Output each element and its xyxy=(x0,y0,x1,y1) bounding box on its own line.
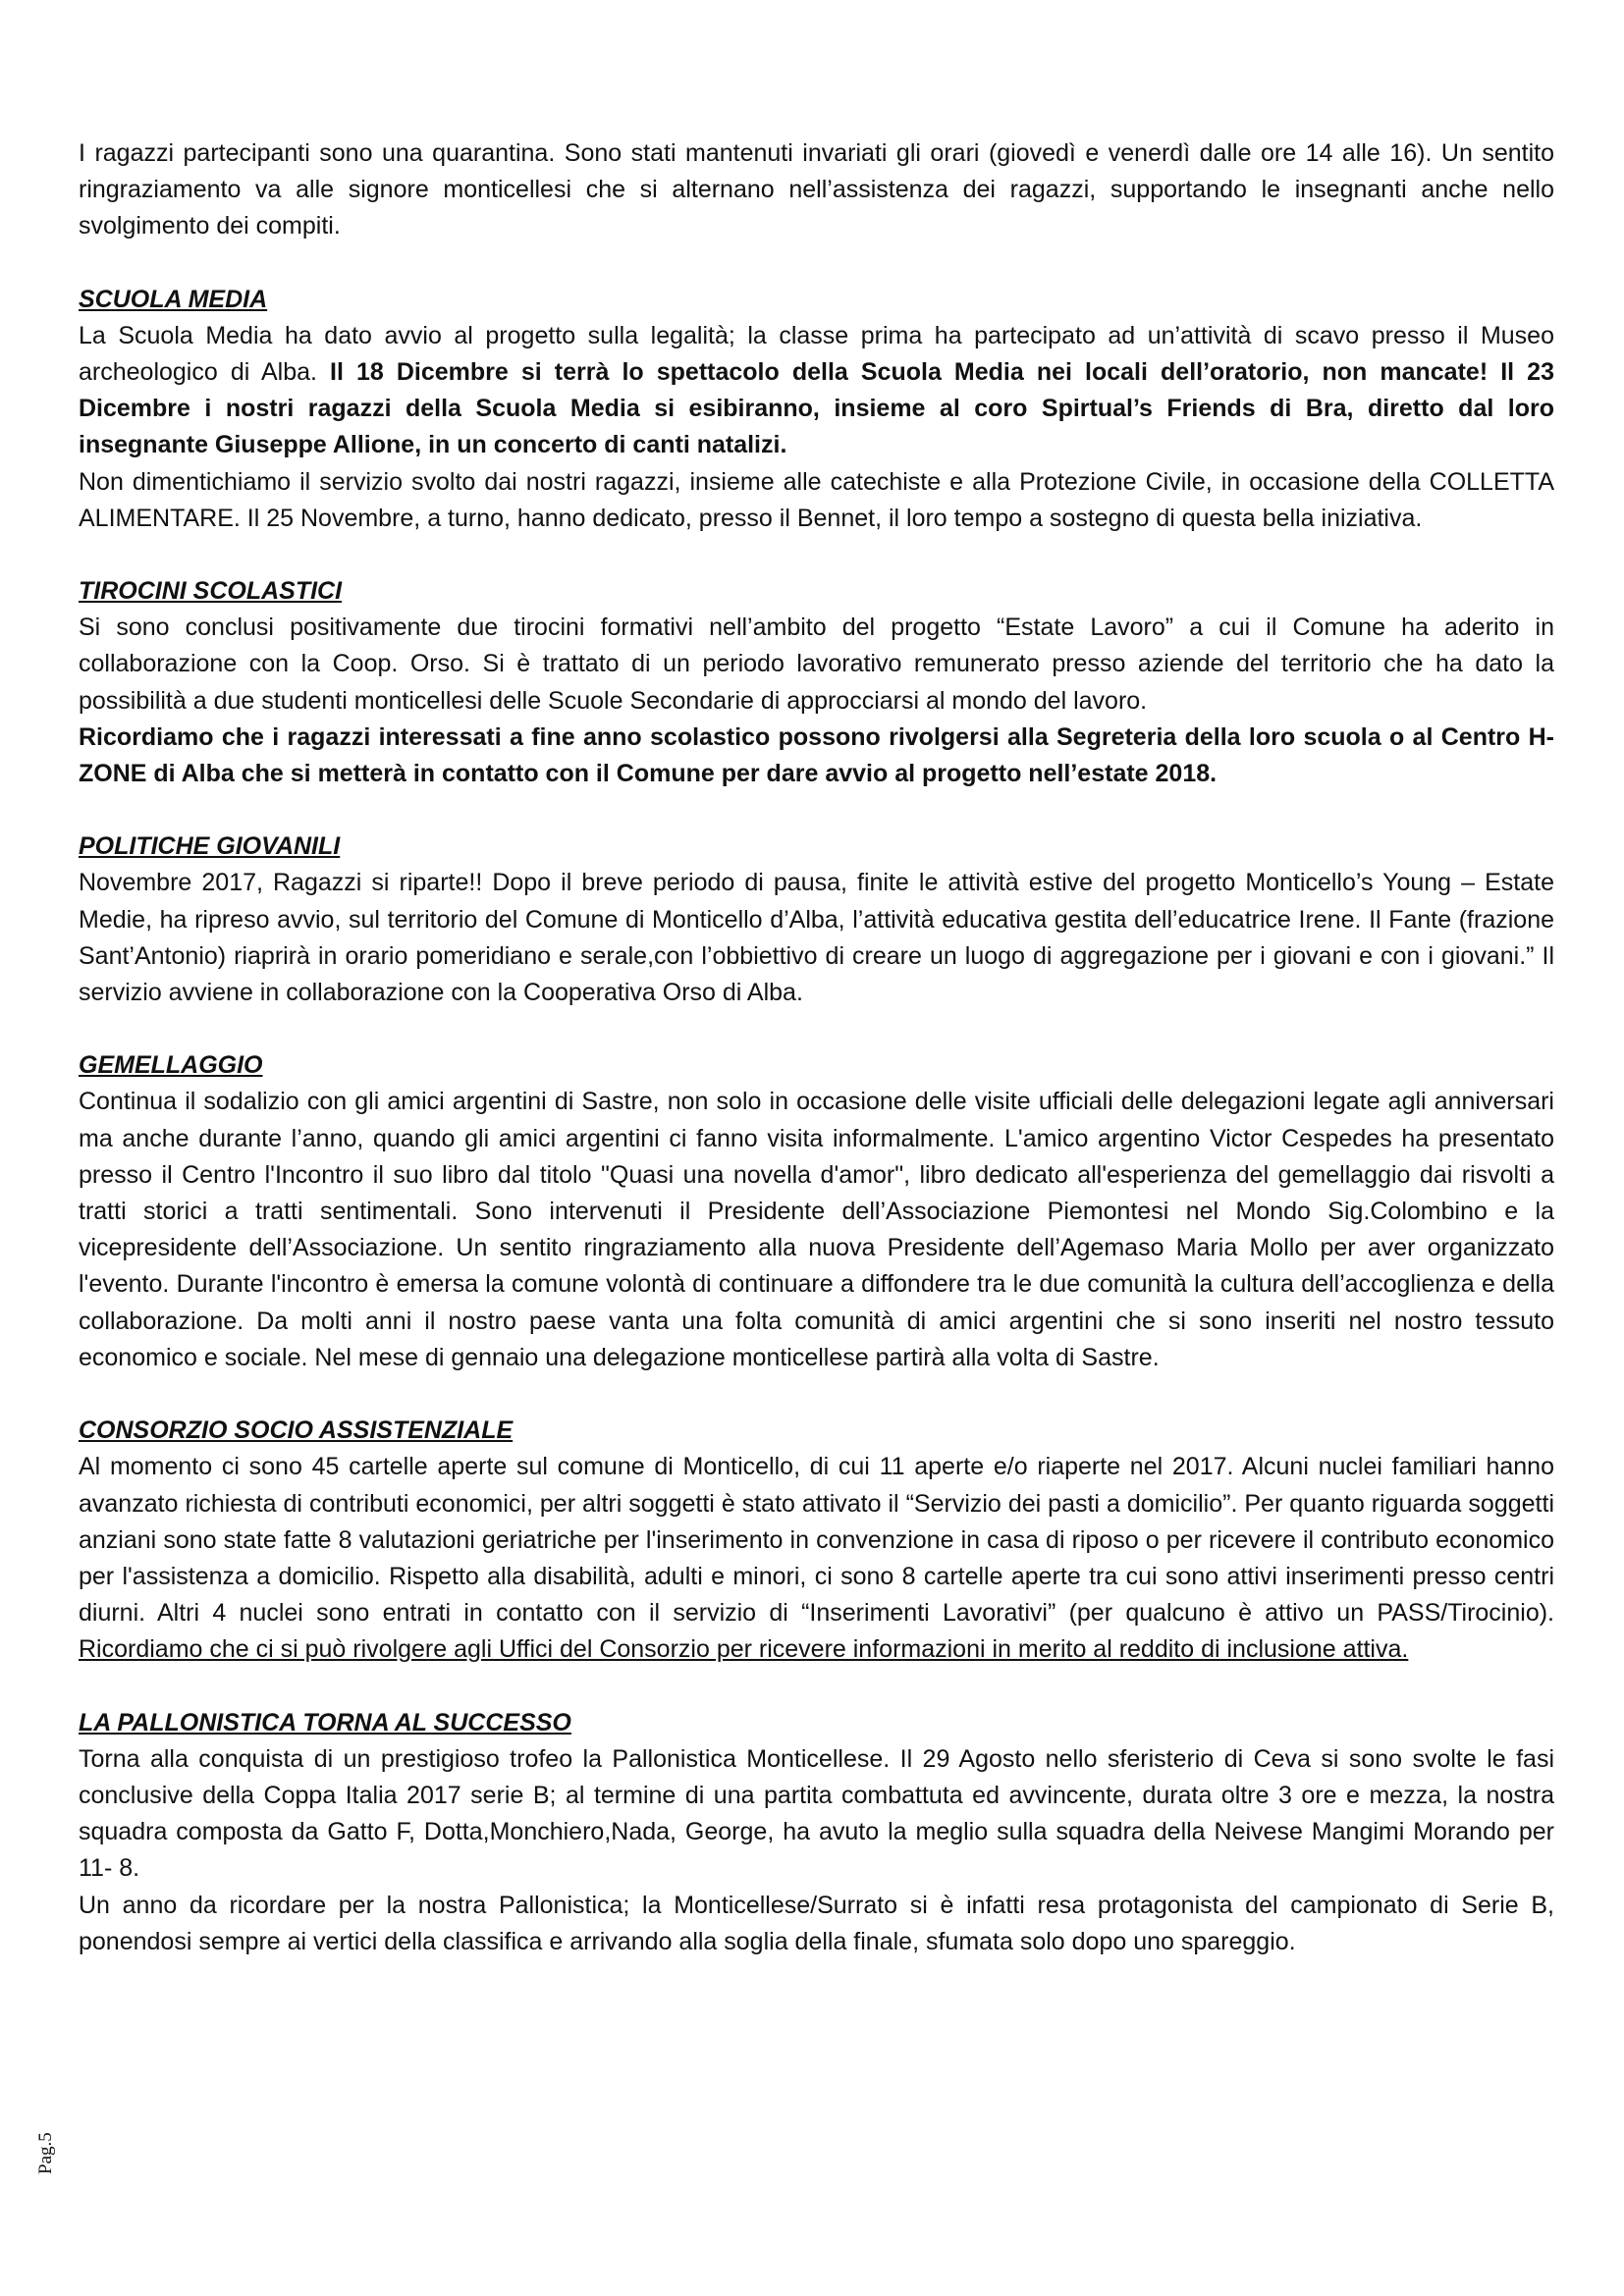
scuola-media-text: La Scuola Media ha dato avvio al progetto sulla legalità; la classe prima ha partecipato ad un’attività di scavo presso il Museo archeologico di Alba. xyxy=(79,321,1554,387)
intro-section xyxy=(79,135,1554,245)
section-heading-politiche: POLITICHE GIOVANILI xyxy=(79,832,341,861)
section-heading-tirocini: TIROCINI SCOLASTICI xyxy=(79,577,343,606)
tirocini-paragraph-2 xyxy=(79,720,1554,792)
section-heading-scuola-media: SCUOLA MEDIA xyxy=(79,285,268,313)
consorzio-text: Al momento ci sono 45 cartelle aperte sul comune di Monticello, di cui 11 aperte e/o riaperte nel 2017. Alcuni nuclei familiari hanno avanzato richiesta di contributi economici, per altri soggetti è stato attivato il “Servizio dei pasti a domicilio”. Per quanto riguarda soggetti anziani sono state fatte 8 valutazioni geriatriche per l'inserimento in convenzione in casa di riposo o per ricevere il contributo economico per l'assistenza a domicilio. Rispetto alla disabilità, adulti e minori, ci sono 8 cartelle aperte tra cui sono attivi inserimenti presso centri diurni. Altri 4 nuclei sono entrati in contatto con il servizio di “Inserimenti Lavorativi” (per qualcuno è attivo un PASS/Tirocinio). xyxy=(79,1453,1554,1628)
section-heading-pallonistica: LA PALLONISTICA TORNA AL SUCCESSO xyxy=(79,1708,571,1736)
section-heading-consorzio: CONSORZIO SOCIO ASSISTENZIALE xyxy=(79,1416,514,1445)
page-number: Pag.5 xyxy=(35,2132,56,2174)
scuola-media-paragraph-1 xyxy=(79,318,1554,464)
consorzio-underlined-text: Ricordiamo che ci si può rivolgere agli Uffici del Consorzio per ricevere informazioni in merito al reddito di inclusione attiva. xyxy=(79,1635,1409,1664)
consorzio-paragraph xyxy=(79,1449,1554,1668)
pallonistica-section xyxy=(79,1705,1554,1960)
pallonistica-paragraph-2: Un anno da ricordare per la nostra Pallonistica; la Monticellese/Surrato si è infatti resa protagonista del campionato di Serie B, ponendosi sempre ai vertici della classifica e arrivando alla soglia della finale, sfumata solo dopo uno spareggio. xyxy=(79,1891,1554,1955)
gemellaggio-section xyxy=(79,1047,1554,1376)
politiche-paragraph: Novembre 2017, Ragazzi si riparte!! Dopo il breve periodo di pausa, finite le attività estive del progetto Monticello’s Young – Estate Medie, ha ripreso avvio, sul territorio del Comune di Monticello d’Alba, l’attività educativa gestita dell’educatrice Irene. Il Fante (frazione Sant’Antonio) riaprirà in orario pomeridiano e serale,con l’obbiettivo di creare un luogo di aggregazione per i giovani e con i giovani.” Il servizio avviene in collaborazione con la Cooperativa Orso di Alba. xyxy=(79,869,1554,1007)
intro-paragraph: I ragazzi partecipanti sono una quarantina. Sono stati mantenuti invariati gli orari (giovedì e venerdì dalle ore 14 alle 16). Un sentito ringraziamento va alle signore monticellesi che si alternano nell’assistenza dei ragazzi, supportando le insegnanti anche nello svolgimento dei compiti. xyxy=(79,139,1554,240)
politiche-section xyxy=(79,828,1554,1011)
tirocini-paragraph-1: Si sono conclusi positivamente due tirocini formativi nell’ambito del progetto “Estate Lavoro” a cui il Comune ha aderito in collaborazione con la Coop. Orso. Si è trattato di un periodo lavorativo remunerato presso aziende del territorio che ha dato la possibilità a due studenti monticellesi delle Scuole Secondarie di approcciarsi al mondo del lavoro. xyxy=(79,614,1554,715)
section-heading-gemellaggio: GEMELLAGGIO xyxy=(79,1051,263,1080)
pallonistica-paragraph-1: Torna alla conquista di un prestigioso trofeo la Pallonistica Monticellese. Il 29 Agosto nello sferisterio di Ceva si sono svolte le fasi conclusive della Coppa Italia 2017 serie B; al termine di una partita combattuta ed avvincente, durata oltre 3 ore e mezza, la nostra squadra composta da Gatto F, Dotta,Monchiero,Nada, George, ha avuto la meglio sulla squadra della Neivese Mangimi Morando per 11- 8. xyxy=(79,1744,1554,1883)
gemellaggio-paragraph: Continua il sodalizio con gli amici argentini di Sastre, non solo in occasione delle visite ufficiali delle delegazioni legate agli anniversari ma anche durante l’anno, quando gli amici argentini ci fanno visita informalmente. L'amico argentino Victor Cespedes ha presentato presso il Centro l'Incontro il suo libro dal titolo "Quasi una novella d'amor", libro dedicato all'esperienza del gemellaggio dai risvolti a tratti storici a tratti sentimentali. Sono intervenuti il Presidente dell’Associazione Piemontesi nel Mondo Sig.Colombino e la vicepresidente dell’Associazione. Un sentito ringraziamento alla nuova Presidente dell’Agemaso Maria Mollo per aver organizzato l'evento. Durante l'incontro è emersa la comune volontà di continuare a diffondere tra le due comunità la cultura dell’accoglienza e della collaborazione. Da molti anni il nostro paese vanta una folta comunità di amici argentini che si sono inseriti nel nostro tessuto economico e sociale. Nel mese di gennaio una delegazione monticellese partirà alla volta di Sastre. xyxy=(79,1088,1554,1371)
scuola-media-bold-text: Il 18 Dicembre si terrà lo spettacolo della Scuola Media nei locali dell’oratorio, non mancate! Il 23 Dicembre i nostri ragazzi della Scuola Media si esibiranno, insieme al coro Spirtual’s Friends di Bra, diretto dal loro insegnante Giuseppe Allione, in un concerto di canti natalizi. xyxy=(79,358,1554,459)
document-page xyxy=(79,135,1554,1960)
consorzio-section xyxy=(79,1413,1554,1668)
tirocini-section xyxy=(79,573,1554,792)
scuola-media-paragraph-2: Non dimentichiamo il servizio svolto dai nostri ragazzi, insieme alle catechiste e alla Protezione Civile, in occasione della COLLETTA ALIMENTARE. Il 25 Novembre, a turno, hanno dedicato, presso il Bennet, il loro tempo a sostegno di questa bella iniziativa. xyxy=(79,467,1554,532)
scuola-media-section xyxy=(79,282,1554,537)
tirocini-bold-text: Ricordiamo che i ragazzi interessati a fine anno scolastico possono rivolgersi alla Segreteria della loro scuola o al Centro H-ZONE di Alba che si metterà in contatto con il Comune per dare avvio al progetto nell’estate 2018. xyxy=(79,722,1554,788)
